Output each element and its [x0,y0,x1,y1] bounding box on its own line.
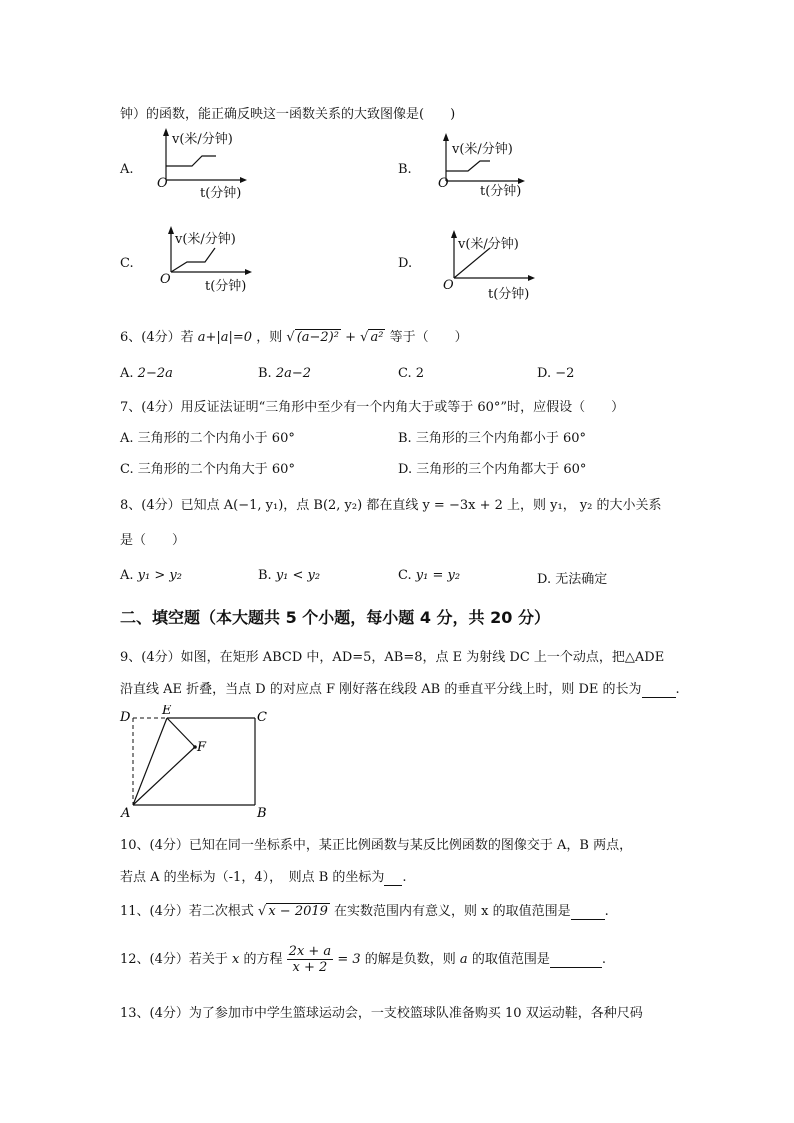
q8-option-c: C. y₁ = y₂ [398,568,461,583]
q7-option-b: B. 三角形的三个内角都小于 60° [398,431,587,446]
q5-d-xlabel: t(分钟) [488,287,530,302]
q8-option-a: A. y₁ > y₂ [120,568,182,583]
q9-label-d: D [120,710,131,725]
q5-stem-tail: 钟）的函数，能正确反映这一函数关系的大致图像是( ) [120,107,456,122]
q5-option-c-label: C. [120,256,134,271]
q8-option-b: B. y₁ < y₂ [258,568,321,583]
q7-stem: 7、(4分）用反证法证明“三角形中至少有一个内角大于或等于 60°”时，应假设（ ） [120,400,625,415]
q5-option-b-label: B. [398,162,412,177]
q5-b-origin: O [438,176,449,191]
q5-a-xlabel: t(分钟) [200,186,242,201]
q5-a-ylabel: v(米/分钟) [172,132,233,147]
q6-stem: 6、(4分）若 a+|a|=0 ，则 √ (a−2)² + √ a² 等于（ ） [120,330,468,345]
q5-d-ylabel: v(米/分钟) [458,237,519,252]
q9-line-1: 9、(4分）如图，在矩形 ABCD 中，AD=5，AB=8，点 E 为射线 DC 上一个动点，把△ADE [120,650,665,665]
q9-label-e: E [162,705,172,718]
q5-c-ylabel: v(米/分钟) [175,232,236,247]
q7-option-c: C. 三角形的二个内角大于 60° [120,462,295,477]
q9-label-f: F [197,740,207,755]
q5-b-ylabel: v(米/分钟) [452,142,513,157]
q11-stem: 11、(4分）若二次根式 √ x − 2019 在实数范围内有意义，则 x 的取值范围是 . [120,904,609,919]
q7-option-d: D. 三角形的三个内角都大于 60° [398,462,587,477]
q8-option-d: D. 无法确定 [537,572,608,587]
q6-option-d: D. −2 [537,366,575,381]
q10-line-2: 若点 A 的坐标为（-1，4）， 则点 B 的坐标为 . [120,870,407,885]
q6-option-b: B. 2a−2 [258,366,312,381]
q5-option-d-label: D. [398,256,413,271]
q10-answer-blank[interactable] [384,870,402,886]
q13-line-1: 13、(4分）为了参加市中学生篮球运动会，一支校篮球队准备购买 10 双运动鞋，各种尺码 [120,1006,643,1021]
q6-option-a: A. 2−2a [120,366,173,381]
q7-option-a: A. 三角形的二个内角小于 60° [120,431,295,446]
q12-answer-blank[interactable] [550,952,602,968]
q12-stem: 12、(4分）若关于 x 的方程 $\frac{2x + a}{x + 2}$ = 3 的解是负数，则 a 的取值范围是 . [120,944,606,975]
q5-c-origin: O [160,272,171,287]
q9-line-2: 沿直线 AE 折叠，当点 D 的对应点 F 刚好落在线段 AB 的垂直平分线上时，则 DE 的长为 . [120,682,680,697]
q6-option-c: C. 2 [398,366,425,381]
q9-label-a: A [121,806,131,820]
q5-b-xlabel: t(分钟) [480,184,522,199]
q5-a-origin: O [157,176,168,191]
q9-answer-blank[interactable] [642,682,676,698]
q8-stem-2: 是（ ） [120,533,186,548]
q9-label-c: C [257,710,267,725]
q9-label-b: B [257,806,267,820]
q10-line-1: 10、(4分）已知在同一坐标系中，某正比例函数与某反比例函数的图像交于 A，B 两点， [120,838,633,853]
q8-stem: 8、(4分）已知点 A(−1, y₁)，点 B(2, y₂) 都在直线 y = −3x + 2 上，则 y₁， y₂ 的大小关系 [120,498,662,513]
q12-fraction: $\frac{2x + a}{x + 2}$ [288,944,332,975]
q5-c-xlabel: t(分钟) [205,279,247,294]
q11-answer-blank[interactable] [571,904,605,920]
section-2-title: 二、填空题（本大题共 5 个小题，每小题 4 分，共 20 分） [120,608,550,627]
q9-rectangle-figure [115,705,285,820]
q5-d-origin: O [443,278,454,293]
q5-option-a-label: A. [120,162,134,177]
